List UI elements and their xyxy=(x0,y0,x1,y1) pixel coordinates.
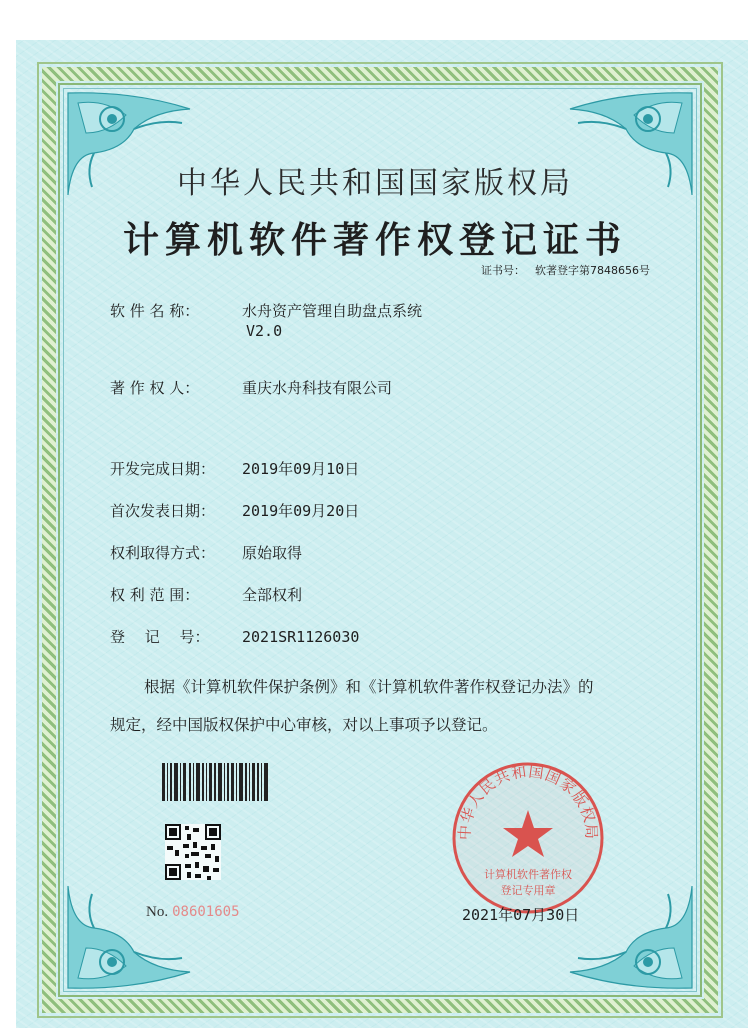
issuer-title: 中华人民共和国国家版权局 xyxy=(177,166,573,201)
serial-value: 08601605 xyxy=(172,904,240,920)
certificate-title: 计算机软件著作权登记证书 xyxy=(122,219,627,261)
software-version: V2.0 xyxy=(246,322,283,340)
field-value: 2019年09月10日 xyxy=(242,460,360,478)
statement-line-2: 规定，经中国版权保护中心审核，对以上事项予以登记。 xyxy=(110,716,498,734)
field-value: 原始取得 xyxy=(242,544,303,562)
field-copyright-owner xyxy=(110,377,392,398)
field-label: 著 作 权 人： xyxy=(110,379,200,397)
statement-line-1: 根据《计算机软件保护条例》和《计算机软件著作权登记办法》的 xyxy=(144,678,594,696)
seal-text-line-2: 登记专用章 xyxy=(500,884,556,897)
field-label: 开发完成日期： xyxy=(110,460,216,478)
field-label: 软 件 名 称： xyxy=(110,302,200,320)
qr-code xyxy=(165,824,221,880)
field-label: 登 记 号： xyxy=(110,628,210,646)
field-value: 全部权利 xyxy=(242,586,303,604)
corner-ornament-bottom-left xyxy=(64,882,194,992)
certificate-number-label: 证书号： xyxy=(481,264,525,277)
seal-text-line-1: 计算机软件著作权 xyxy=(484,868,572,881)
certificate-number xyxy=(471,262,650,278)
field-value: 2021SR1126030 xyxy=(242,628,360,646)
registration-statement xyxy=(110,668,670,744)
field-label: 首次发表日期： xyxy=(110,502,216,520)
barcode xyxy=(162,763,268,801)
field-value: 水舟资产管理自助盘点系统 xyxy=(242,302,423,320)
serial-label: No. xyxy=(146,904,169,920)
field-value: 2019年09月20日 xyxy=(242,502,360,520)
field-software-name xyxy=(110,300,422,321)
certificate-number-value: 软著登字第7848656号 xyxy=(535,264,650,277)
field-label: 权利取得方式： xyxy=(110,544,216,562)
field-dev-completion-date xyxy=(110,458,359,479)
field-acquisition-method xyxy=(110,542,302,563)
field-first-publication-date xyxy=(110,500,359,521)
serial-number xyxy=(146,904,240,921)
seal-arc-text: 中华人民共和国国家版权局 xyxy=(455,762,601,841)
field-scope-of-rights xyxy=(110,584,302,605)
field-registration-number xyxy=(110,626,359,647)
official-seal-stamp xyxy=(448,758,608,918)
issue-date: 2021年07月30日 xyxy=(462,906,580,924)
field-value: 重庆水舟科技有限公司 xyxy=(242,379,393,397)
field-label: 权 利 范 围： xyxy=(110,586,200,604)
